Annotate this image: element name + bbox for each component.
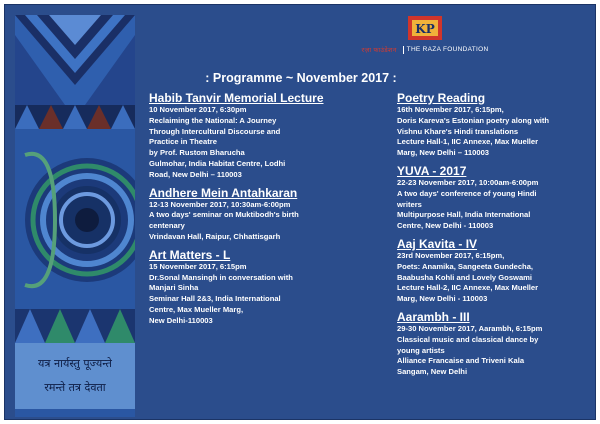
event-detail-line: Through Intercultural Discourse and xyxy=(149,126,281,136)
programme-title: : Programme ~ November 2017 : xyxy=(205,71,397,85)
event-detail-line: Gulmohar, India Habitat Centre, Lodhi xyxy=(149,158,286,168)
event-detail-line: 22-23 November 2017, 10:00am-6:00pm xyxy=(397,177,539,187)
event-detail-line: Marg, New Delhi – 110003 xyxy=(397,148,490,158)
inscription-line-2: रमन्ते तत्र देवता xyxy=(44,381,106,394)
event-detail-line: Centre, New Delhi - 110003 xyxy=(397,221,494,231)
event-detail-line: Alliance Francaise and Triveni Kala xyxy=(397,356,525,366)
event-item xyxy=(149,91,359,181)
event-title: Art Matters - L xyxy=(149,247,231,262)
event-detail-line: 12-13 November 2017, 10:30am-6:00pm xyxy=(149,199,291,209)
logo-english-name: THE RAZA FOUNDATION xyxy=(406,46,489,53)
event-detail-line: writers xyxy=(397,199,422,209)
event-detail-line: Lecture Hall-1, IIC Annexe, Max Mueller xyxy=(397,137,539,147)
event-item xyxy=(149,248,359,327)
event-detail-line: Doris Kareva's Estonian poetry along with xyxy=(397,115,550,125)
event-detail-line: Classical music and classical dance by xyxy=(397,334,539,344)
event-detail-line: Lecture Hall-2, IIC Annexe, Max Mueller xyxy=(397,283,539,293)
event-title: Aarambh - III xyxy=(397,309,470,324)
event-detail-line: A two days' conference of young Hindi xyxy=(397,188,537,198)
event-detail-line: Reclaiming the National: A Journey xyxy=(149,115,277,125)
event-detail-line: Practice in Theatre xyxy=(149,137,217,147)
event-item xyxy=(397,91,593,159)
event-detail-line: Multipurpose Hall, India International xyxy=(397,210,531,220)
event-item xyxy=(397,164,593,232)
events-right-column xyxy=(397,91,593,383)
event-detail-line: Sangam, New Delhi xyxy=(397,367,468,377)
event-detail-line: 29-30 November 2017, Aarambh, 6:15pm xyxy=(397,323,543,333)
event-detail-line: New Delhi-110003 xyxy=(149,315,213,325)
event-detail-line: Seminar Hall 2&3, India International xyxy=(149,294,281,304)
event-detail-line: by Prof. Rustom Bharucha xyxy=(149,148,245,158)
event-detail-line: 10 November 2017, 6:30pm xyxy=(149,105,247,114)
event-item xyxy=(397,237,593,305)
event-title: Aaj Kavita - IV xyxy=(397,236,478,251)
event-detail-line: Manjari Sinha xyxy=(149,283,199,293)
event-detail-line: Marg, New Delhi - 110003 xyxy=(397,294,488,304)
event-detail-line: young artists xyxy=(397,345,445,355)
event-title: Habib Tanvir Memorial Lecture xyxy=(149,91,324,105)
event-detail-line: 16th November 2017, 6:15pm, xyxy=(397,105,504,114)
events-left-column xyxy=(149,91,359,332)
inscription-line-1: यत्र नार्यस्तु पूज्यन्ते xyxy=(38,357,112,370)
event-detail-line: 15 November 2017, 6:15pm xyxy=(149,261,247,271)
event-detail-line: Vrindavan Hall, Raipur, Chhattisgarh xyxy=(149,231,281,241)
event-detail-line: centenary xyxy=(149,221,185,231)
event-detail-line: Baabusha Kohli and Lovely Goswami xyxy=(397,272,533,282)
event-item xyxy=(149,186,359,243)
event-detail-line: Centre, Max Mueller Marg, xyxy=(149,304,244,314)
event-title: Poetry Reading xyxy=(397,91,486,105)
raza-foundation-logo xyxy=(345,13,505,65)
event-detail-line: Road, New Delhi – 110003 xyxy=(149,169,242,179)
logo-mark-text: KP xyxy=(415,22,435,36)
event-detail-line: Poets: Anamika, Sangeeta Gundecha, xyxy=(397,261,534,271)
event-title: Andhere Mein Antahkaran xyxy=(149,185,298,200)
event-title: YUVA - 2017 xyxy=(397,163,467,178)
programme-flyer xyxy=(4,4,596,420)
event-detail-line: Dr.Sonal Mansingh in conversation with xyxy=(149,272,293,282)
event-detail-line: 23rd November 2017, 6:15pm, xyxy=(397,250,505,260)
foundation-logo-mark xyxy=(402,13,448,43)
logo-divider xyxy=(403,46,404,54)
event-detail-line: A two days' seminar on Muktibodh's birth xyxy=(149,210,299,220)
logo-hindi-name: रज़ा फाउंडेशन xyxy=(361,47,397,54)
event-item xyxy=(397,310,593,378)
event-detail-line: Vishnu Khare's Hindi translations xyxy=(397,126,519,136)
